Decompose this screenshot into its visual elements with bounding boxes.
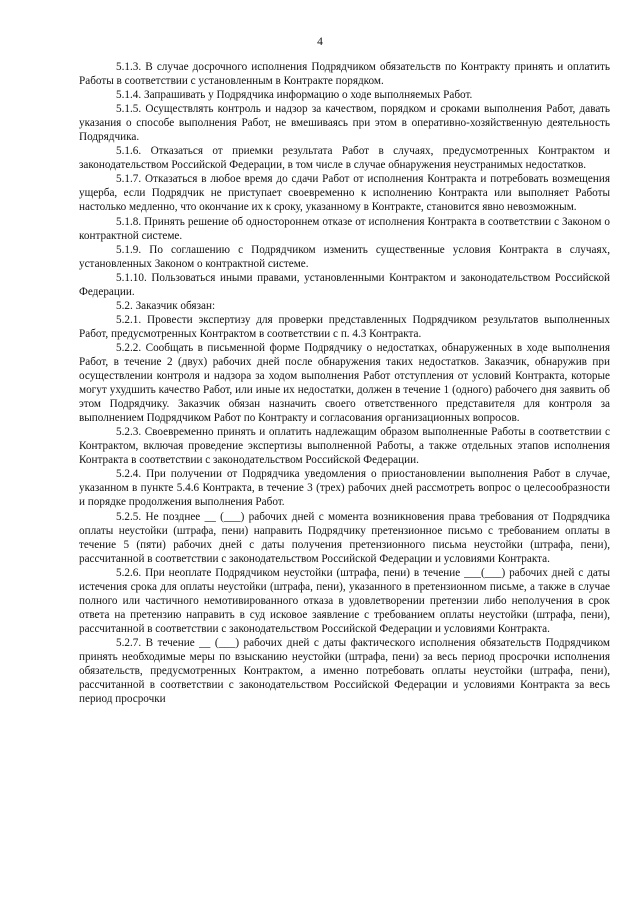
- document-body: [79, 60, 610, 706]
- clause-5-2-7: 5.2.7. В течение __ (___) рабочих дней с даты фактического исполнения обязательств Подрядчиком принять необходимые меры по взысканию неустойки (штрафа, пени) за весь период просрочки исполнения обязательств, предусмотренных Контрактом, а именно потребовать оплаты неустойки (штрафа, пени), рассчитанной в соответствии с законодательством Российской Федерации и условиями Контракта за весь период просрочки: [79, 636, 610, 706]
- clause-5-1-3: 5.1.3. В случае досрочного исполнения Подрядчиком обязательств по Контракту принять и оплатить Работы в соответствии с установленным в Контракте порядком.: [79, 61, 610, 88]
- clause-5-2-1: 5.2.1. Провести экспертизу для проверки представленных Подрядчиком результатов выполненных Работ, предусмотренных Контрактом в соответствии с п. 4.3 Контракта.: [79, 313, 610, 340]
- clause-5-1-4: 5.1.4. Запрашивать у Подрядчика информацию о ходе выполняемых Работ.: [116, 89, 473, 102]
- section-5-2-heading: 5.2. Заказчик обязан:: [116, 299, 216, 312]
- clause-5-2-2: 5.2.2. Сообщать в письменной форме Подрядчику о недостатках, обнаруженных в ходе выполнения Работ, в течение 2 (двух) рабочих дней после обнаружения таких недостатков. Заказчик, обнаружив при осуществлении контроля и надзора за ходом выполнения Работ отступления от условий Контракта, которые могут ухудшить качество Работ, или иные их недостатки, должен в течение 1 (одного) рабочего дня заявить об этом Подрядчику. Заказчик обязан назначить своего ответственного представителя для контроля за выполнением Подрядчиком Работ по Контракту и согласования организационных вопросов.: [79, 341, 610, 425]
- clause-5-1-5: 5.1.5. Осуществлять контроль и надзор за качеством, порядком и сроками выполнения Работ, давать указания о способе выполнения Работ, не вмешиваясь при этом в оперативно-хозяйственную деятельность Подрядчика.: [79, 103, 610, 144]
- clause-5-2-3: 5.2.3. Своевременно принять и оплатить надлежащим образом выполненные Работы в соответствии с Контрактом, включая проведение экспертизы выполненной Работы, а также отдельных этапов исполнения Контракта в соответствии с законодательством Российской Федерации.: [79, 426, 610, 467]
- clause-5-2-4: 5.2.4. При получении от Подрядчика уведомления о приостановлении выполнения Работ в случае, указанном в пункте 5.4.6 Контракта, в течение 3 (трех) рабочих дней рассмотреть вопрос о целесообразности и порядке продолжения выполнения Работ.: [79, 468, 610, 509]
- clause-5-2-6: 5.2.6. При неоплате Подрядчиком неустойки (штрафа, пени) в течение ___(___) рабочих дней с даты истечения срока для оплаты неустойки (штрафа, пени), указанного в претензионном письме, а также в случае полного или частичного немотивированного отказа в удовлетворении претензии либо неполучения в срок ответа на претензию направить в суд исковое заявление с требованием оплаты неустойки (штрафа, пени), рассчитанной в соответствии с законодательством Российской Федерации и условиями Контракта.: [79, 566, 610, 635]
- page-number: 4: [317, 36, 323, 48]
- clause-5-1-9: 5.1.9. По соглашению с Подрядчиком изменить существенные условия Контракта в случаях, установленных Законом о контрактной системе.: [79, 243, 610, 270]
- clause-5-1-6: 5.1.6. Отказаться от приемки результата Работ в случаях, предусмотренных Контрактом и законодательством Российской Федерации, в том числе в случае обнаружения неустранимых недостатков.: [79, 145, 610, 172]
- clause-5-1-8: 5.1.8. Принять решение об одностороннем отказе от исполнения Контракта в соответствии с Законом о контрактной системе.: [79, 215, 610, 242]
- clause-5-1-10: 5.1.10. Пользоваться иными правами, установленными Контрактом и законодательством Российской Федерации.: [79, 271, 610, 298]
- clause-5-1-7: 5.1.7. Отказаться в любое время до сдачи Работ от исполнения Контракта и потребовать возмещения ущерба, если Подрядчик не приступает своевременно к исполнению Контракта или выполняет Работы настолько медленно, что окончание их к сроку, указанному в Контракте, становится явно невозможным.: [79, 173, 610, 214]
- clause-5-2-5: 5.2.5. Не позднее __ (___) рабочих дней с момента возникновения права требования от Подрядчика оплаты неустойки (штрафа, пени) направить Подрядчику претензионное письмо с требованием оплаты в течение 5 (пяти) рабочих дней с даты получения претензионного письма неустойки (штрафа, пени), рассчитанной в соответствии с законодательством Российской Федерации и условиями Контракта.: [79, 510, 610, 565]
